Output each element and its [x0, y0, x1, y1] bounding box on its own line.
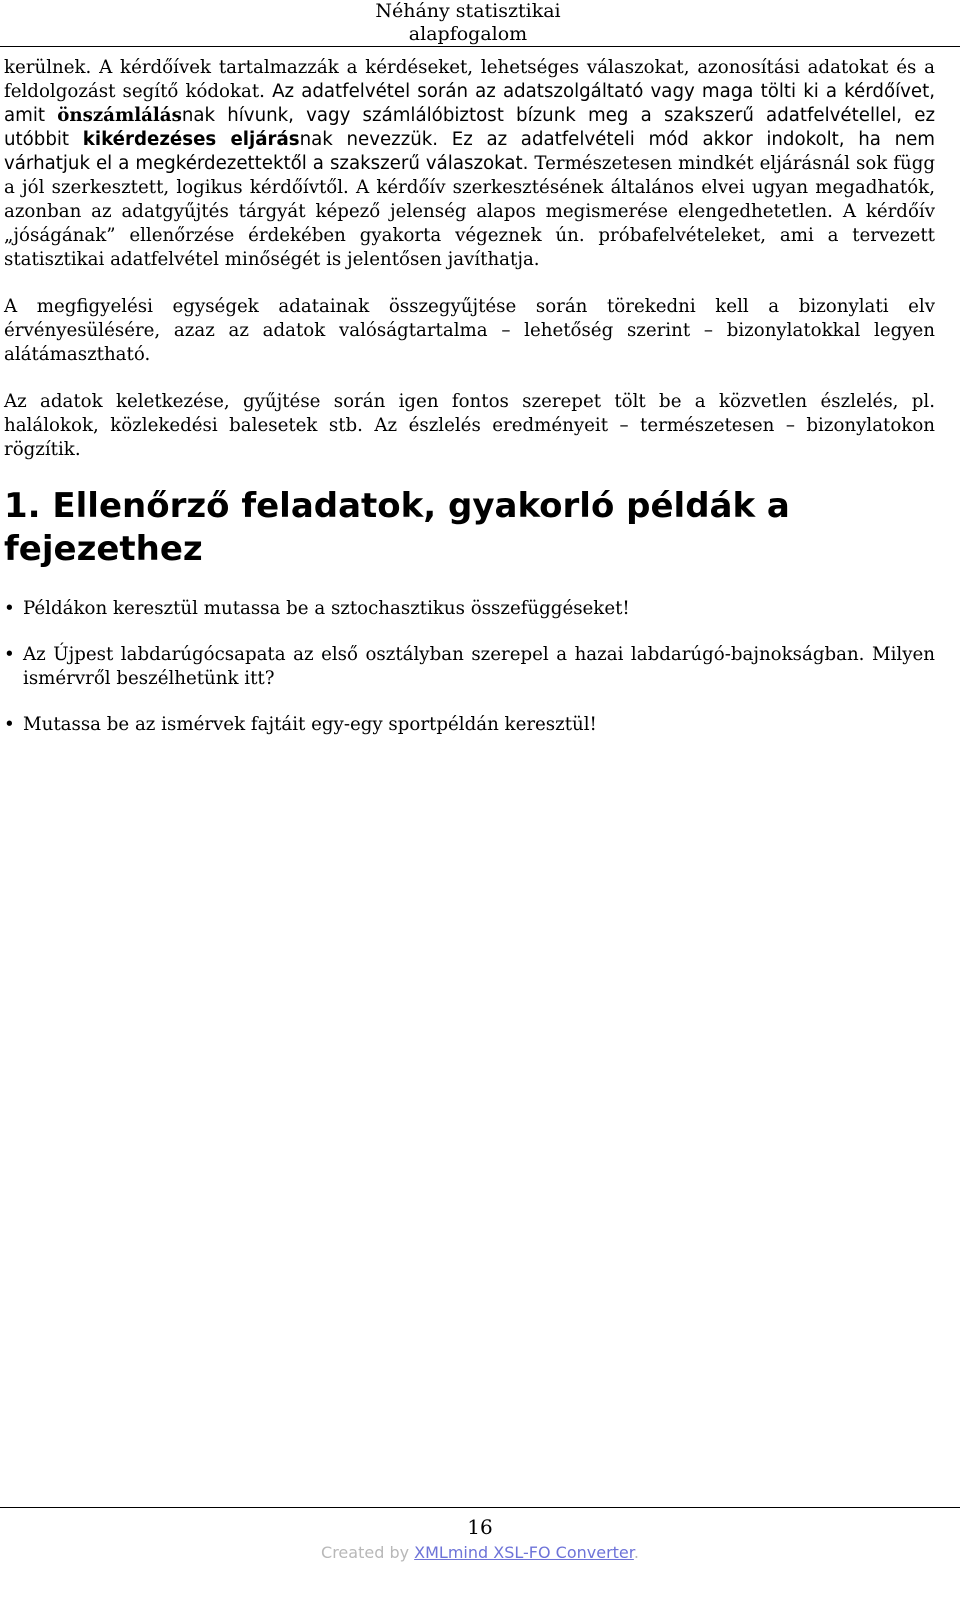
converter-link[interactable]: XMLmind XSL-FO Converter — [414, 1543, 634, 1562]
bullet-icon: • — [4, 644, 15, 665]
bullet-icon: • — [4, 598, 15, 619]
exercise-text: Példákon keresztül mutassa be a sztochasztikus összefüggéseket! — [23, 598, 630, 619]
paragraph-direct-observation: Az adatok keletkezése, gyűjtése során igen fontos szerepet tölt be a közvetlen észlelés, pl. halálokok, közlekedési balesetek stb. Az észlelés eredményeit – természetesen – bizonylatokon rögzítik. — [4, 391, 935, 460]
paragraph-questionnaire — [4, 56, 935, 272]
credit-prefix: Created by — [321, 1543, 415, 1562]
paragraph-documentation-principle: A megfigyelési egységek adatainak összegyűjtése során törekedni kell a bizonylati elv érvényesülésére, azaz az adatok valóságtartalma – lehetőség szerint – bizonylatokkal legyen alátámasztható. — [4, 296, 935, 365]
exercise-item — [4, 713, 935, 737]
converter-credit — [0, 1543, 960, 1563]
exercise-list — [4, 597, 935, 737]
exercise-text: Mutassa be az ismérvek fajtáit egy-egy sportpéldán keresztül! — [23, 714, 597, 735]
running-header — [0, 0, 960, 47]
exercise-text: Az Újpest labdarúgócsapata az első osztályban szerepel a hazai labdarúgó-bajnokságban. Milyen ismérvről beszélhetünk itt? — [23, 644, 935, 689]
paragraph-text: nak nevezzük. Ez az adatfelvételi mód akkor indokolt, ha nem várhatjuk el a megkérdezettektől a szakszerű válaszokat. — [4, 129, 936, 174]
paragraph-text: Természetesen mindkét eljárásnál sok függ a jól szerkesztett, logikus kérdőívtől. A kérdőív szerkesztésének általános elvei ugyan megadhatók, azonban az adatgyűjtés tárgyát képező jelenség alapos megismerése elengedhetetlen. A kérdőív „jóságának” ellenőrzése érdekében gyakorta végeznek ún. próbafelvételeket, ami a tervezett statisztikai adatfelvétel minőségét is jelentősen javíthatja. — [4, 153, 935, 270]
credit-suffix: . — [633, 1543, 639, 1562]
paragraph-text: Az adatfelvétel során az adatszolgáltató vagy maga tölti ki a kérdőívet, amit — [4, 81, 935, 126]
paragraph-text: nak hívunk, vagy számlálóbiztost bízunk meg a szakszerű adatfelvétellel, ez utóbbit — [4, 105, 936, 150]
exercise-item — [4, 597, 935, 621]
exercise-item — [4, 643, 935, 691]
running-header-title: Néhány statisztikai alapfogalom — [375, 0, 561, 45]
section-heading: 1. Ellenőrző feladatok, gyakorló példák a fejezethez — [4, 486, 790, 569]
bullet-icon: • — [4, 714, 15, 735]
running-footer — [0, 1507, 960, 1608]
page-number: 16 — [467, 1515, 493, 1539]
paragraph-text: kerülnek. A kérdőívek tartalmazzák a kérdéseket, lehetséges válaszokat, azonosítási adatokat és a feldolgozást segítő kódokat. — [4, 57, 935, 102]
page-content — [4, 56, 935, 759]
term-self-enumeration: önszámlálás — [57, 105, 182, 126]
term-interview-method: kikérdezéses eljárás — [82, 129, 300, 150]
